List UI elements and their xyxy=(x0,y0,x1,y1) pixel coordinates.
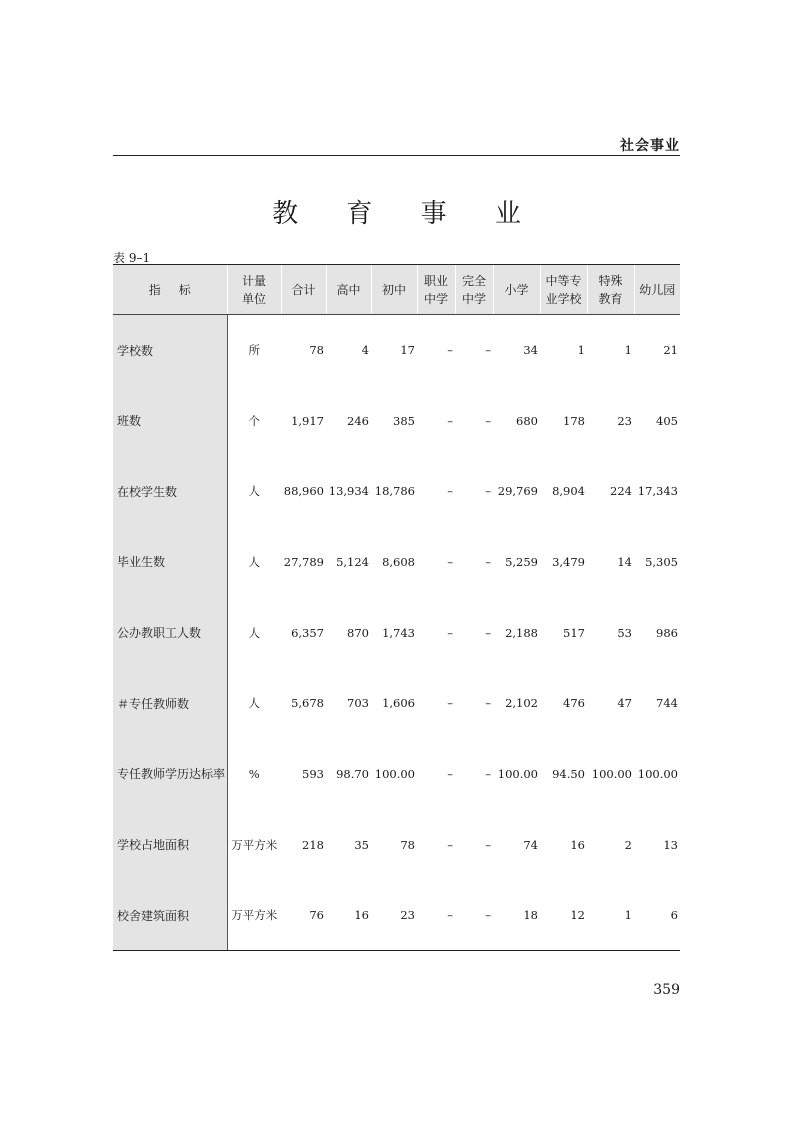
table-cell: 16 xyxy=(326,880,371,951)
column-header xyxy=(455,265,493,315)
column-header xyxy=(281,265,326,315)
table-cell: 5,124 xyxy=(336,554,369,569)
table-cell: – xyxy=(447,413,453,428)
table-cell: 23 xyxy=(617,413,632,428)
table-cell: 47 xyxy=(617,696,632,711)
table-cell: 476 xyxy=(563,696,585,711)
table-cell: 98.70 xyxy=(336,766,369,781)
education-table xyxy=(113,264,680,951)
row-indicator: 毕业生数 xyxy=(113,527,227,598)
column-header xyxy=(587,265,634,315)
table-cell: 14 xyxy=(617,554,632,569)
table-cell: 88,960 xyxy=(283,484,324,499)
table-cell: 1 xyxy=(624,343,632,358)
page-title: 教 育 事 业 xyxy=(272,199,541,229)
table-cell: 34 xyxy=(523,343,538,358)
table-cell: 35 xyxy=(354,837,369,852)
table-cell: 74 xyxy=(523,837,538,852)
table-cell: – xyxy=(485,625,491,640)
row-indicator: 校舍建筑面积 xyxy=(113,880,227,951)
table-cell: – xyxy=(447,484,453,499)
table-cell: 224 xyxy=(610,484,632,499)
column-header-label: 单位 xyxy=(241,291,266,306)
table-cell: 8,608 xyxy=(382,554,415,569)
table-cell: – xyxy=(447,766,453,781)
table-cell: – xyxy=(455,880,493,951)
header-rule xyxy=(113,155,680,156)
table-cell: – xyxy=(447,625,453,640)
column-header xyxy=(371,265,417,315)
table-cell: 5,305 xyxy=(645,554,678,569)
column-header-label: 高中 xyxy=(336,282,361,297)
row-unit: 人 xyxy=(248,484,260,499)
column-header-label: 教育 xyxy=(598,291,623,306)
table-cell: 1 xyxy=(587,880,634,951)
table-cell: 100.00 xyxy=(591,766,632,781)
column-header-label: 小学 xyxy=(504,282,529,297)
table-cell: 78 xyxy=(400,837,415,852)
table-cell: 17 xyxy=(400,343,415,358)
table-cell: 986 xyxy=(656,625,678,640)
row-indicator: 学校占地面积 xyxy=(113,809,227,880)
table-cell: – xyxy=(485,837,491,852)
column-header-label: 合计 xyxy=(291,282,316,297)
table-cell: 2 xyxy=(624,837,632,852)
row-unit: 万平方米 xyxy=(227,880,281,951)
table-cell: 100.00 xyxy=(497,766,538,781)
table-cell: 21 xyxy=(663,343,678,358)
table-cell: 593 xyxy=(302,766,324,781)
column-header-label: 指标 xyxy=(148,282,209,297)
table-cell: 8,904 xyxy=(552,484,585,499)
table-row xyxy=(113,880,680,951)
table-cell: 100.00 xyxy=(637,766,678,781)
table-cell: 18,786 xyxy=(374,484,415,499)
table-cell: 27,789 xyxy=(283,554,324,569)
column-header-label: 计量 xyxy=(241,273,266,288)
table-header-row xyxy=(113,265,680,315)
table-cell: 517 xyxy=(563,625,585,640)
table-cell: – xyxy=(485,343,491,358)
table-cell: 23 xyxy=(371,880,417,951)
table-cell: 218 xyxy=(302,837,324,852)
column-header-label: 特殊 xyxy=(598,273,623,288)
table-cell: 17,343 xyxy=(637,484,678,499)
table-cell: 16 xyxy=(570,837,585,852)
column-header-label: 中等专 xyxy=(545,273,582,288)
column-header-label: 中学 xyxy=(461,291,486,306)
column-header-label: 幼儿园 xyxy=(639,282,676,297)
table-cell: 78 xyxy=(309,343,324,358)
row-indicator: 公办教职工人数 xyxy=(113,597,227,668)
table-row xyxy=(113,739,680,810)
table-row xyxy=(113,527,680,598)
table-cell: 703 xyxy=(347,696,369,711)
table-cell: 5,678 xyxy=(291,696,324,711)
table-cell: 13 xyxy=(663,837,678,852)
column-header xyxy=(540,265,587,315)
row-indicator: 班数 xyxy=(113,385,227,456)
row-unit: 个 xyxy=(248,413,260,428)
column-header xyxy=(326,265,371,315)
table-cell: 1,743 xyxy=(382,625,415,640)
table-row xyxy=(113,456,680,527)
table-cell: 100.00 xyxy=(374,766,415,781)
table-cell: 680 xyxy=(516,413,538,428)
row-indicator: 在校学生数 xyxy=(113,456,227,527)
column-header-label: 业学校 xyxy=(545,291,582,306)
table-cell: 29,769 xyxy=(497,484,538,499)
table-cell: 53 xyxy=(617,625,632,640)
table-cell: 13,934 xyxy=(328,484,369,499)
table-cell: – xyxy=(447,837,453,852)
table-cell: 178 xyxy=(563,413,585,428)
column-header xyxy=(493,265,540,315)
table-cell: – xyxy=(447,343,453,358)
column-header xyxy=(113,265,227,315)
table-number: 表 9–1 xyxy=(113,251,151,265)
table-cell: – xyxy=(447,696,453,711)
table-cell: 246 xyxy=(347,413,369,428)
table-row xyxy=(113,668,680,739)
row-indicator: 学校数 xyxy=(113,315,227,386)
row-indicator: ＃专任教师数 xyxy=(113,668,227,739)
table-row xyxy=(113,597,680,668)
table-cell: – xyxy=(485,696,491,711)
table-cell: 1,606 xyxy=(382,696,415,711)
section-label: 社会事业 xyxy=(620,138,680,154)
table-cell: 18 xyxy=(493,880,540,951)
table-cell: 3,479 xyxy=(552,554,585,569)
table-cell: 4 xyxy=(361,343,369,358)
table-cell: 2,188 xyxy=(505,625,538,640)
table-cell: 94.50 xyxy=(552,766,585,781)
column-header-label: 初中 xyxy=(381,282,406,297)
table-cell: 1,917 xyxy=(291,413,324,428)
table-cell: 405 xyxy=(656,413,678,428)
column-header xyxy=(634,265,680,315)
table-cell: 6 xyxy=(634,880,680,951)
table-cell: 2,102 xyxy=(505,696,538,711)
column-header-label: 中学 xyxy=(423,291,448,306)
table-cell: – xyxy=(485,554,491,569)
table-cell: 1 xyxy=(577,343,585,358)
table-cell: – xyxy=(417,880,455,951)
table-cell: 76 xyxy=(281,880,326,951)
row-unit: 人 xyxy=(248,696,260,711)
table-row xyxy=(113,315,680,386)
column-header xyxy=(227,265,281,315)
row-indicator: 专任教师学历达标率 xyxy=(113,739,227,810)
row-unit: 人 xyxy=(248,554,260,569)
column-header-label: 职业 xyxy=(423,273,448,288)
row-unit: 人 xyxy=(248,625,260,640)
table-cell: 12 xyxy=(540,880,587,951)
table-cell: – xyxy=(485,484,491,499)
column-header xyxy=(417,265,455,315)
table-row xyxy=(113,809,680,880)
row-unit: 所 xyxy=(248,343,260,358)
table-cell: 744 xyxy=(656,696,678,711)
table-cell: – xyxy=(485,413,491,428)
column-header-label: 完全 xyxy=(461,273,486,288)
table-cell: – xyxy=(447,554,453,569)
table-cell: – xyxy=(485,766,491,781)
row-unit: % xyxy=(248,766,260,781)
table-cell: 870 xyxy=(347,625,369,640)
table-cell: 6,357 xyxy=(291,625,324,640)
row-unit: 万平方米 xyxy=(231,837,278,852)
table-row xyxy=(113,385,680,456)
table-cell: 5,259 xyxy=(505,554,538,569)
table-cell: 385 xyxy=(393,413,415,428)
page-number: 359 xyxy=(653,982,680,998)
